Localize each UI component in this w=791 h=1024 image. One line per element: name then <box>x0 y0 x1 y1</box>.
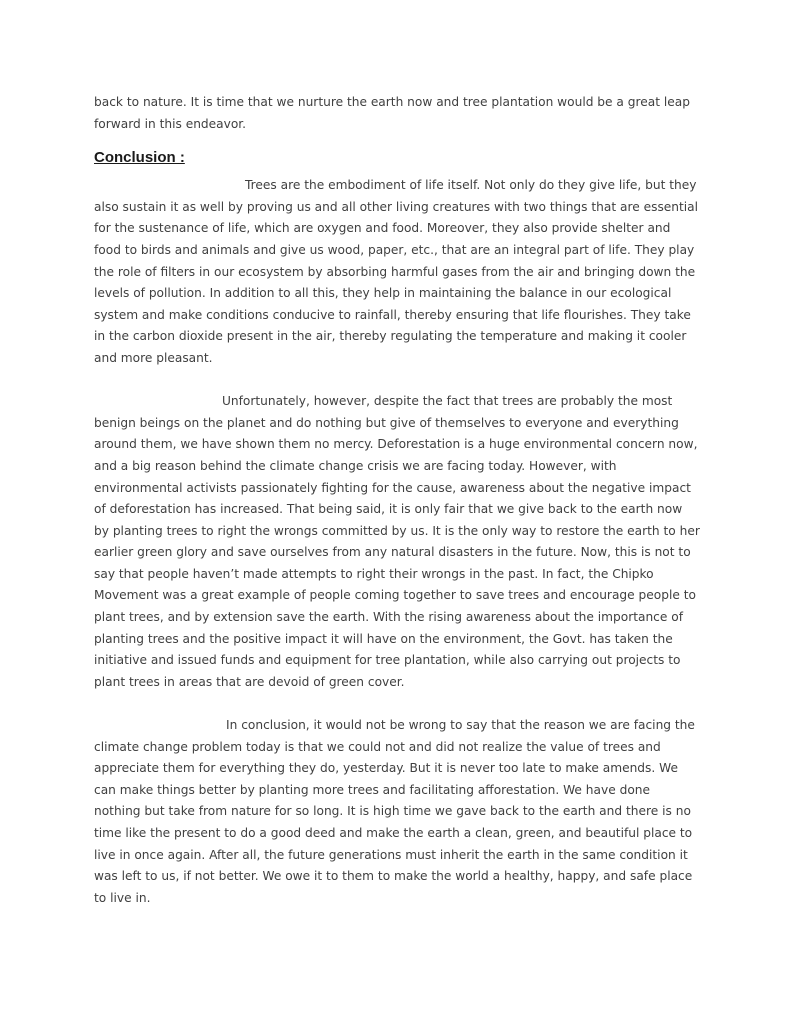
document-body <box>94 92 700 909</box>
conclusion-paragraph-1: Trees are the embodiment of life itself. Not only do they give life, but they also sustain it as well by proving us and all other living creatures with two things that are essential for the sustenance of life, which are oxygen and food. Moreover, they also provide shelter and food to birds and animals and give us wood, paper, etc., that are an integral part of life. They play the role of filters in our ecosystem by absorbing harmful gases from the air and bringing down the levels of pollution. In addition to all this, they help in maintaining the balance in our ecological system and make conditions conducive to rainfall, thereby ensuring that life flourishes. They take in the carbon dioxide present in the air, thereby regulating the temperature and making it cooler and more pleasant. <box>94 178 699 365</box>
conclusion-paragraph-2: Unfortunately, however, despite the fact that trees are probably the most benign beings on the planet and do nothing but give of themselves to everyone and everything around them, we have shown them no mercy. Deforestation is a huge environmental concern now, and a big reason behind the climate change crisis we are facing today. However, with environmental activists passionately fighting for the cause, awareness about the negative impact of deforestation has increased. That being said, it is only fair that we give back to the earth now by planting trees to right the wrongs committed by us. It is the only way to restore the earth to her earlier green glory and save ourselves from any natural disasters in the future. Now, this is not to say that people haven’t made attempts to right their wrongs in the past. In fact, the Chipko Movement was a great example of people coming together to save trees and encourage people to plant trees, and by extension save the earth. With the rising awareness about the importance of planting trees and the positive impact it will have on the environment, the Govt. has taken the initiative and issued funds and equipment for tree plantation, while also carrying out projects to plant trees in areas that are devoid of green cover. <box>94 394 700 689</box>
paragraph-spacer <box>94 370 700 392</box>
conclusion-heading: Conclusion : <box>94 149 185 167</box>
paragraph-spacer <box>94 693 700 715</box>
intro-paragraph: back to nature. It is time that we nurture the earth now and tree plantation would be a great leap forward in this endeavor. <box>94 95 690 131</box>
conclusion-paragraph-3: In conclusion, it would not be wrong to say that the reason we are facing the climate change problem today is that we could not and did not realize the value of trees and appreciate them for everything they do, yesterday. But it is never too late to make amends. We can make things better by planting more trees and facilitating afforestation. We have done nothing but take from nature for so long. It is high time we gave back to the earth and there is no time like the present to do a good deed and make the earth a clean, green, and beautiful place to live in once again. After all, the future generations must inherit the earth in the same condition it was left to us, if not better. We owe it to them to make the world a healthy, happy, and safe place to live in. <box>94 718 695 905</box>
